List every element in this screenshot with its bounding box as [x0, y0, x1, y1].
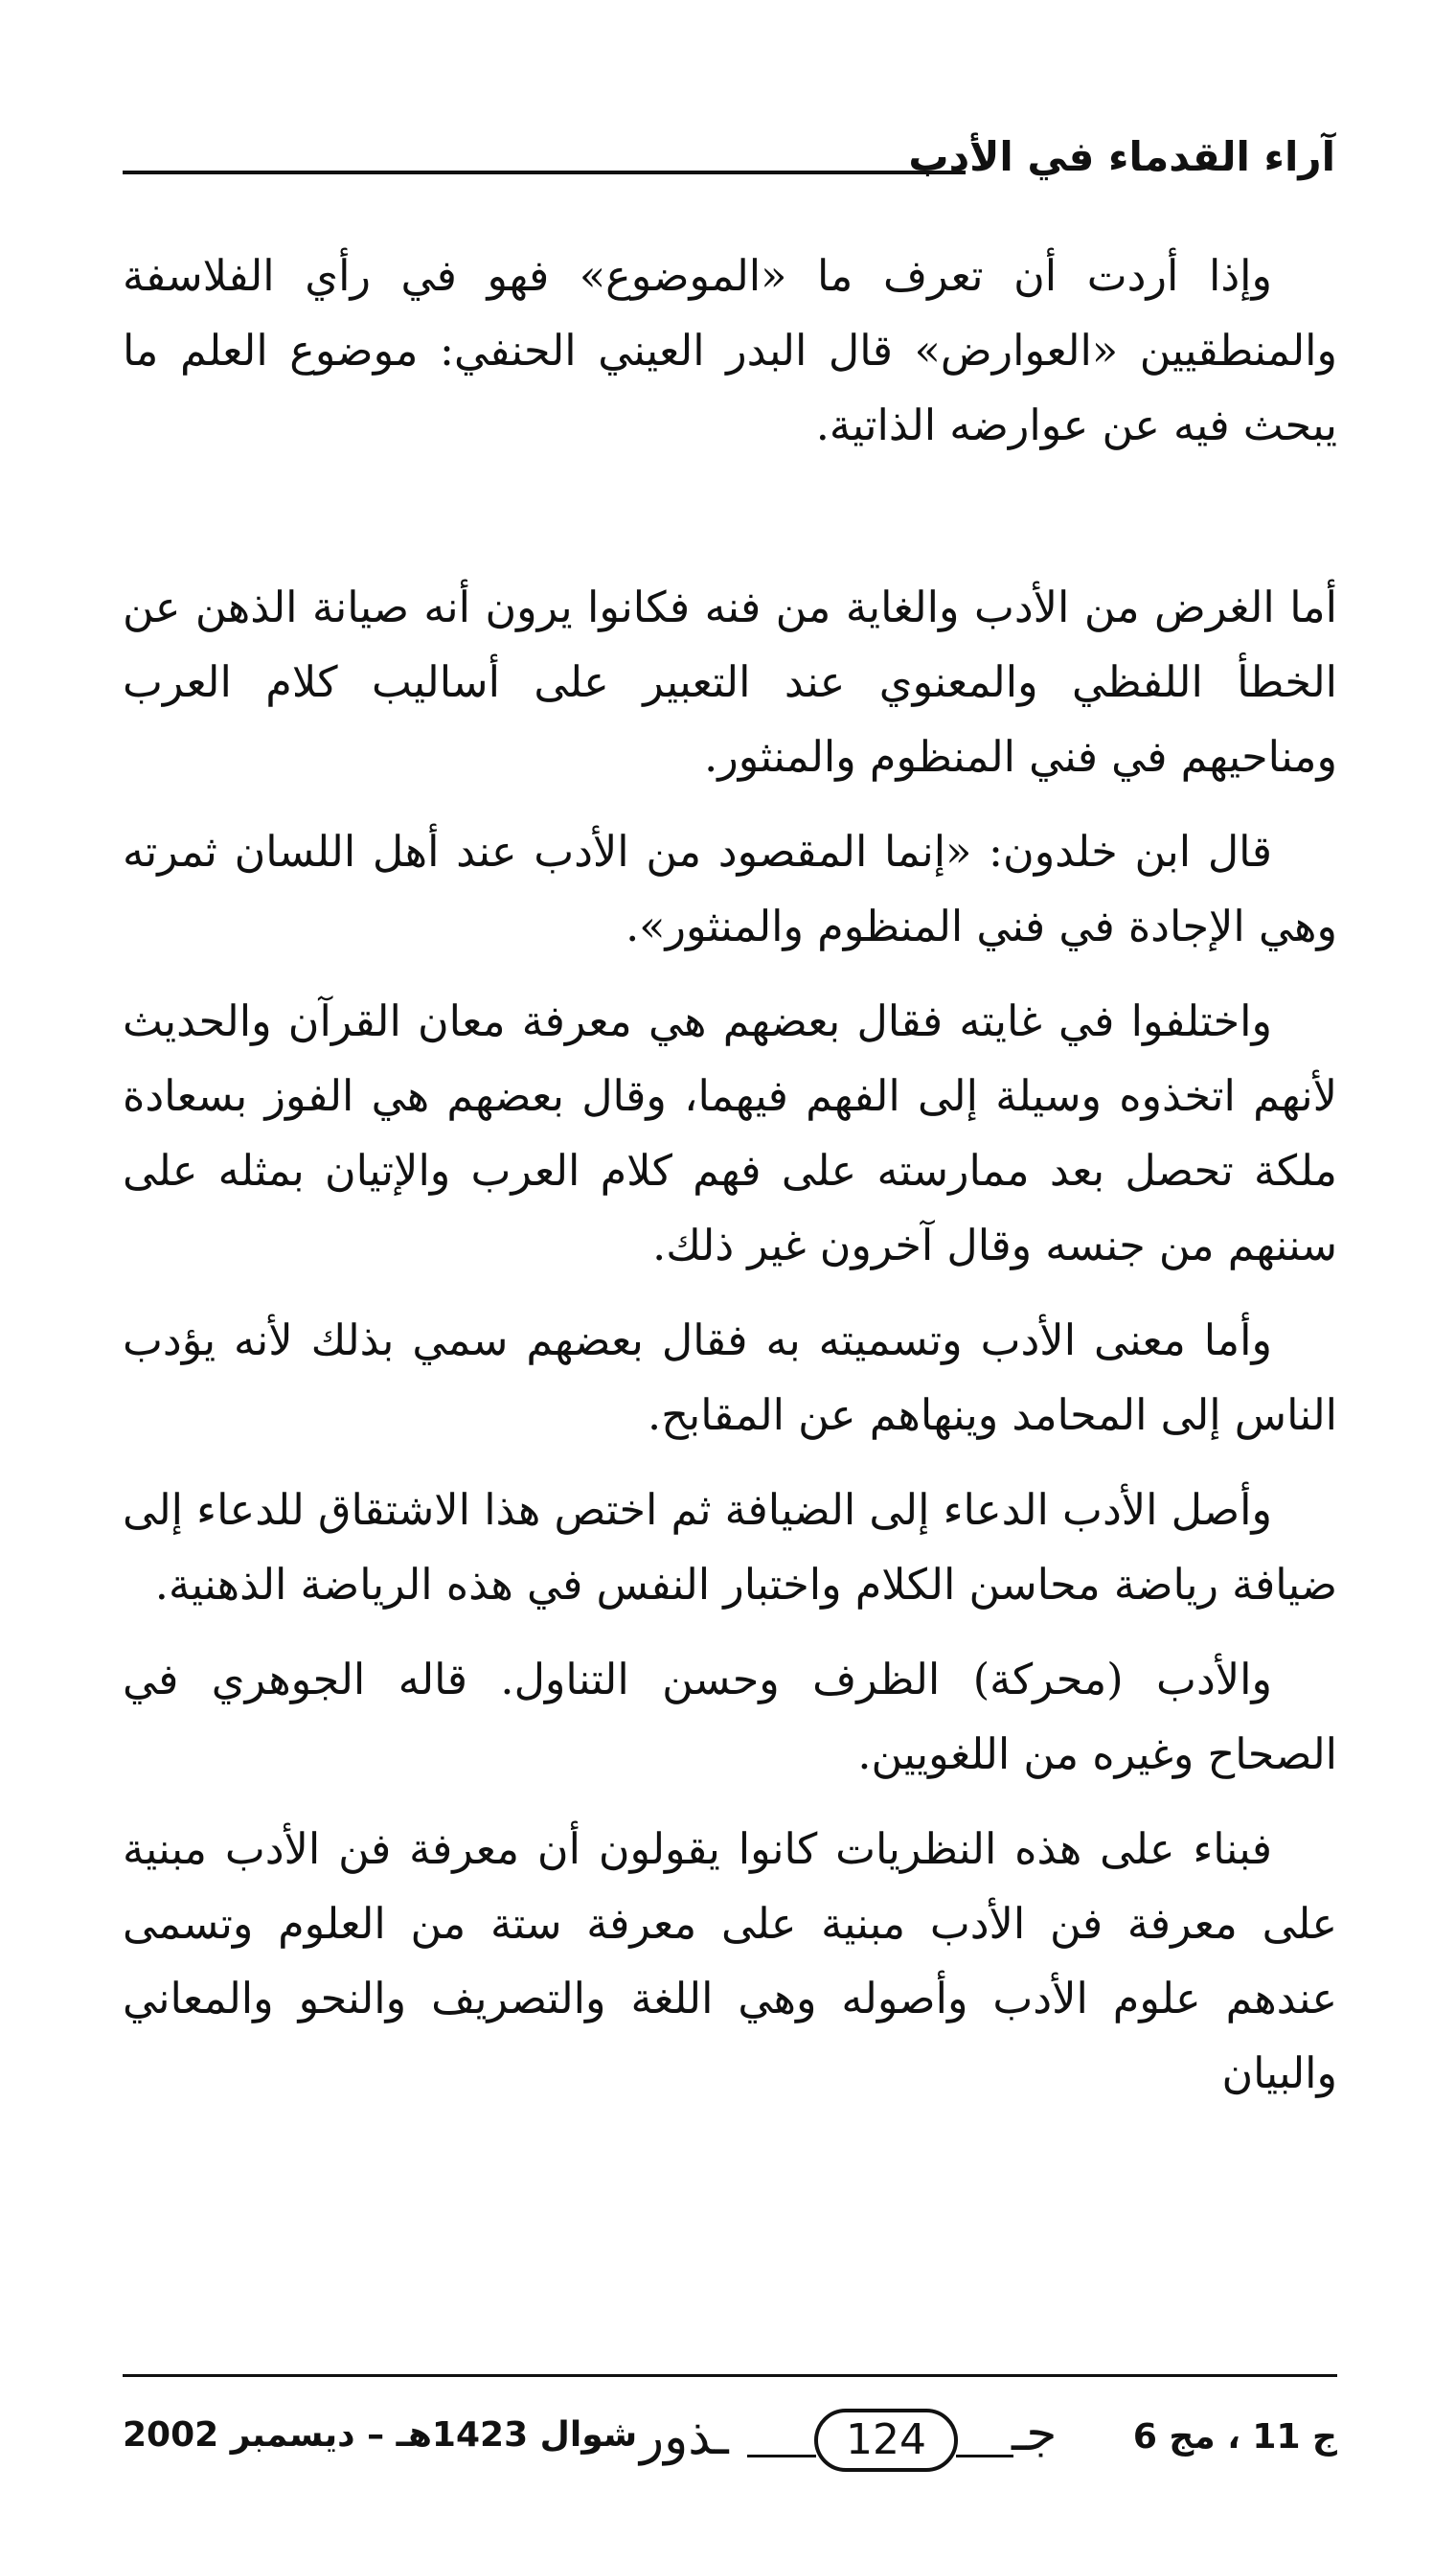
journal-name	[640, 2395, 1119, 2481]
paragraph-7: والأدب (محركة) الظرف وحسن التناول. قاله الجوهري في الصحاح وغيره من اللغويين.	[123, 1656, 1337, 1779]
header-rule	[123, 171, 966, 174]
issue-date: شوال 1423هـ – ديسمبر 2002	[123, 2415, 638, 2455]
paragraph-2: أما الغرض من الأدب والغاية من فنه فكانوا يرون أنه صيانة الذهن عن الخطأ اللفظي والمعنوي عند التعبير على أساليب كلام العرب ومناحيهم في فني المنظوم والمنثور.	[123, 583, 1337, 782]
paragraph-3: قال ابن خلدون: «إنما المقصود من الأدب عند أهل اللسان ثمرته وهي الإجادة في فني المنظوم والمنثور».	[123, 828, 1337, 951]
page-footer	[123, 2395, 1337, 2481]
journal-name-left: ـذور	[640, 2409, 729, 2466]
footer-rule	[123, 2374, 1337, 2377]
page-number: 124	[814, 2409, 958, 2472]
issue-info: ج 11 ، مج 6	[1132, 2417, 1337, 2457]
journal-name-right: جـ	[1012, 2405, 1058, 2462]
paragraph-8: فبناء على هذه النظريات كانوا يقولون أن معرفة فن الأدب مبنية على معرفة فن الأدب مبنية على معرفة ستة من العلوم وتسمى عندهم علوم الأدب وأصوله وهي اللغة والتصريف والنحو والمعاني والبيان	[123, 1825, 1337, 2098]
paragraph-6: وأصل الأدب الدعاء إلى الضيافة ثم اختص هذا الاشتقاق للدعاء إلى ضيافة رياضة محاسن الكلام واختبار النفس في هذه الرياضة الذهنية.	[123, 1486, 1337, 1610]
body-text	[123, 240, 1337, 2132]
running-title: آراء القدماء في الأدب	[908, 133, 1335, 180]
paragraph-4: واختلفوا في غايته فقال بعضهم هي معرفة معان القرآن والحديث لأنهم اتخذوه وسيلة إلى الفهم فيهما، وقال بعضهم هي الفوز بسعادة ملكة تحصل بعد ممارسته على فهم كلام العرب والإتيان بمثله على سننهم من جنسه وقال آخرون غير ذلك.	[123, 997, 1337, 1270]
journal-connector-left	[747, 2455, 816, 2457]
journal-connector-right	[956, 2455, 1013, 2457]
running-header	[123, 123, 1335, 199]
paragraph-1: وإذا أردت أن تعرف ما «الموضوع» فهو في رأي الفلاسفة والمنطقيين «العوارض» قال البدر العيني الحنفي: موضوع العلم ما يبحث فيه عن عوارضه الذاتية.	[123, 252, 1337, 450]
paragraph-5: وأما معنى الأدب وتسميته به فقال بعضهم سمي بذلك لأنه يؤدب الناس إلى المحامد وينهاهم عن المقابح.	[123, 1316, 1337, 1440]
